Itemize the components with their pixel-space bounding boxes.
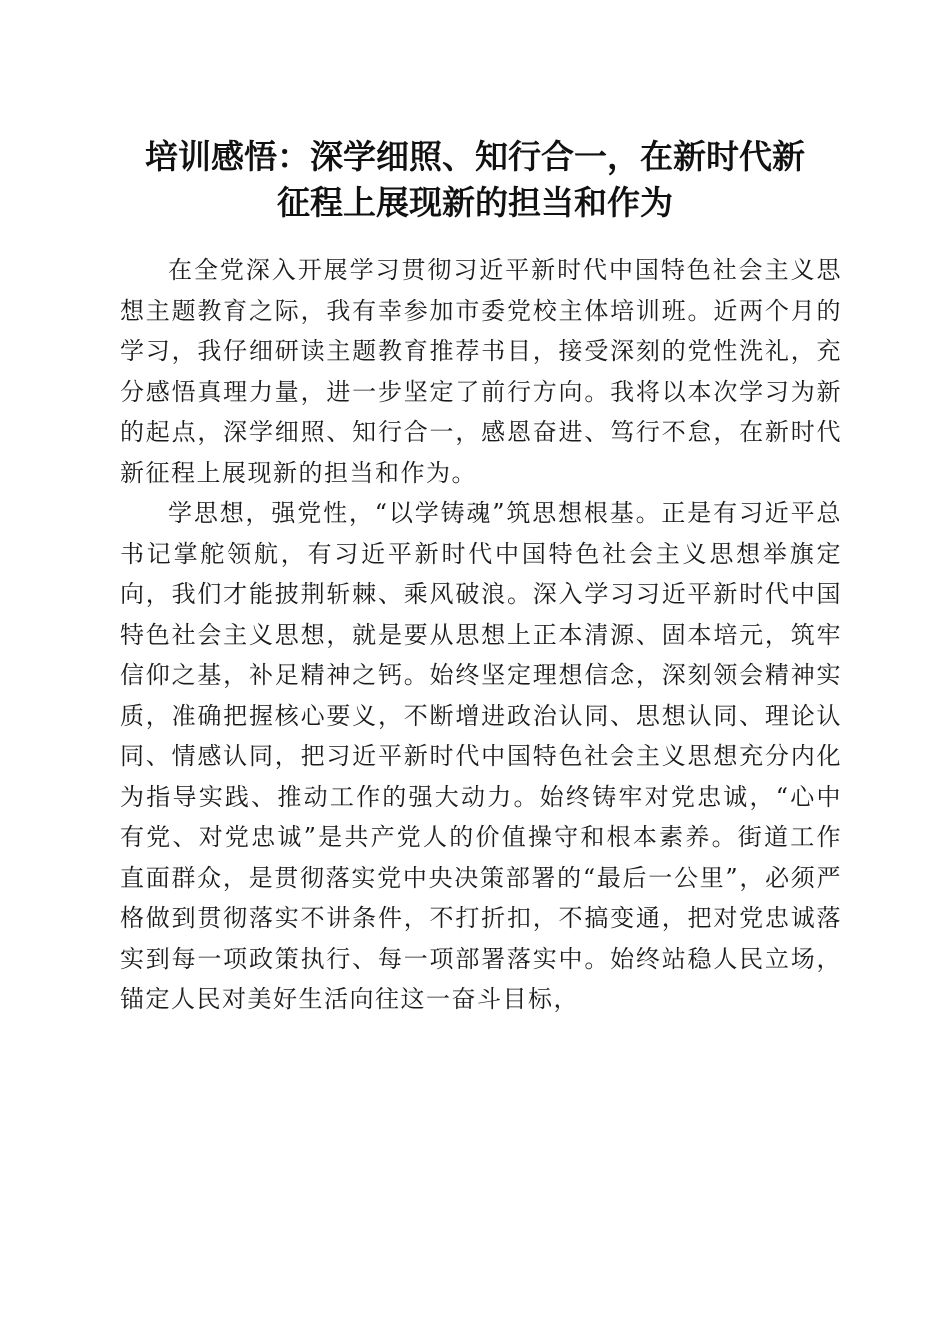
title-line-2: 征程上展现新的担当和作为 xyxy=(277,183,673,222)
title-line-1: 培训感悟：深学细照、知行合一，在新时代新 xyxy=(145,137,805,176)
paragraph-1: 在全党深入开展学习贯彻习近平新时代中国特色社会主义思想主题教育之际，我有幸参加市委党校主体培训班。近两个月的学习，我仔细研读主题教育推荐书目，接受深刻的党性洗礼，充分感悟真理力量，进一步坚定了前行方向。我将以本次学习为新的起点，深学细照、知行合一，感恩奋进、笃行不怠，在新时代新征程上展现新的担当和作为。 xyxy=(120,256,842,487)
document-body xyxy=(120,250,842,1020)
document-title xyxy=(110,134,840,226)
paragraph-2: 学思想，强党性，“以学铸魂”筑思想根基。正是有习近平总书记掌舵领航，有习近平新时代中国特色社会主义思想举旗定向，我们才能披荆斩棘、乘风破浪。深入学习习近平新时代中国特色社会主义思想，就是要从思想上正本清源、固本培元，筑牢信仰之基，补足精神之钙。始终坚定理想信念，深刻领会精神实质，准确把握核心要义，不断增进政治认同、思想认同、理论认同、情感认同，把习近平新时代中国特色社会主义思想充分内化为指导实践、推动工作的强大动力。始终铸牢对党忠诚，“心中有党、对党忠诚”是共产党人的价值操守和根本素养。街道工作直面群众，是贯彻落实党中央决策部署的“最后一公里”，必须严格做到贯彻落实不讲条件，不打折扣，不搞变通，把对党忠诚落实到每一项政策执行、每一项部署落实中。始终站稳人民立场，锚定人民对美好生活向往这一奋斗目标， xyxy=(120,499,842,1013)
